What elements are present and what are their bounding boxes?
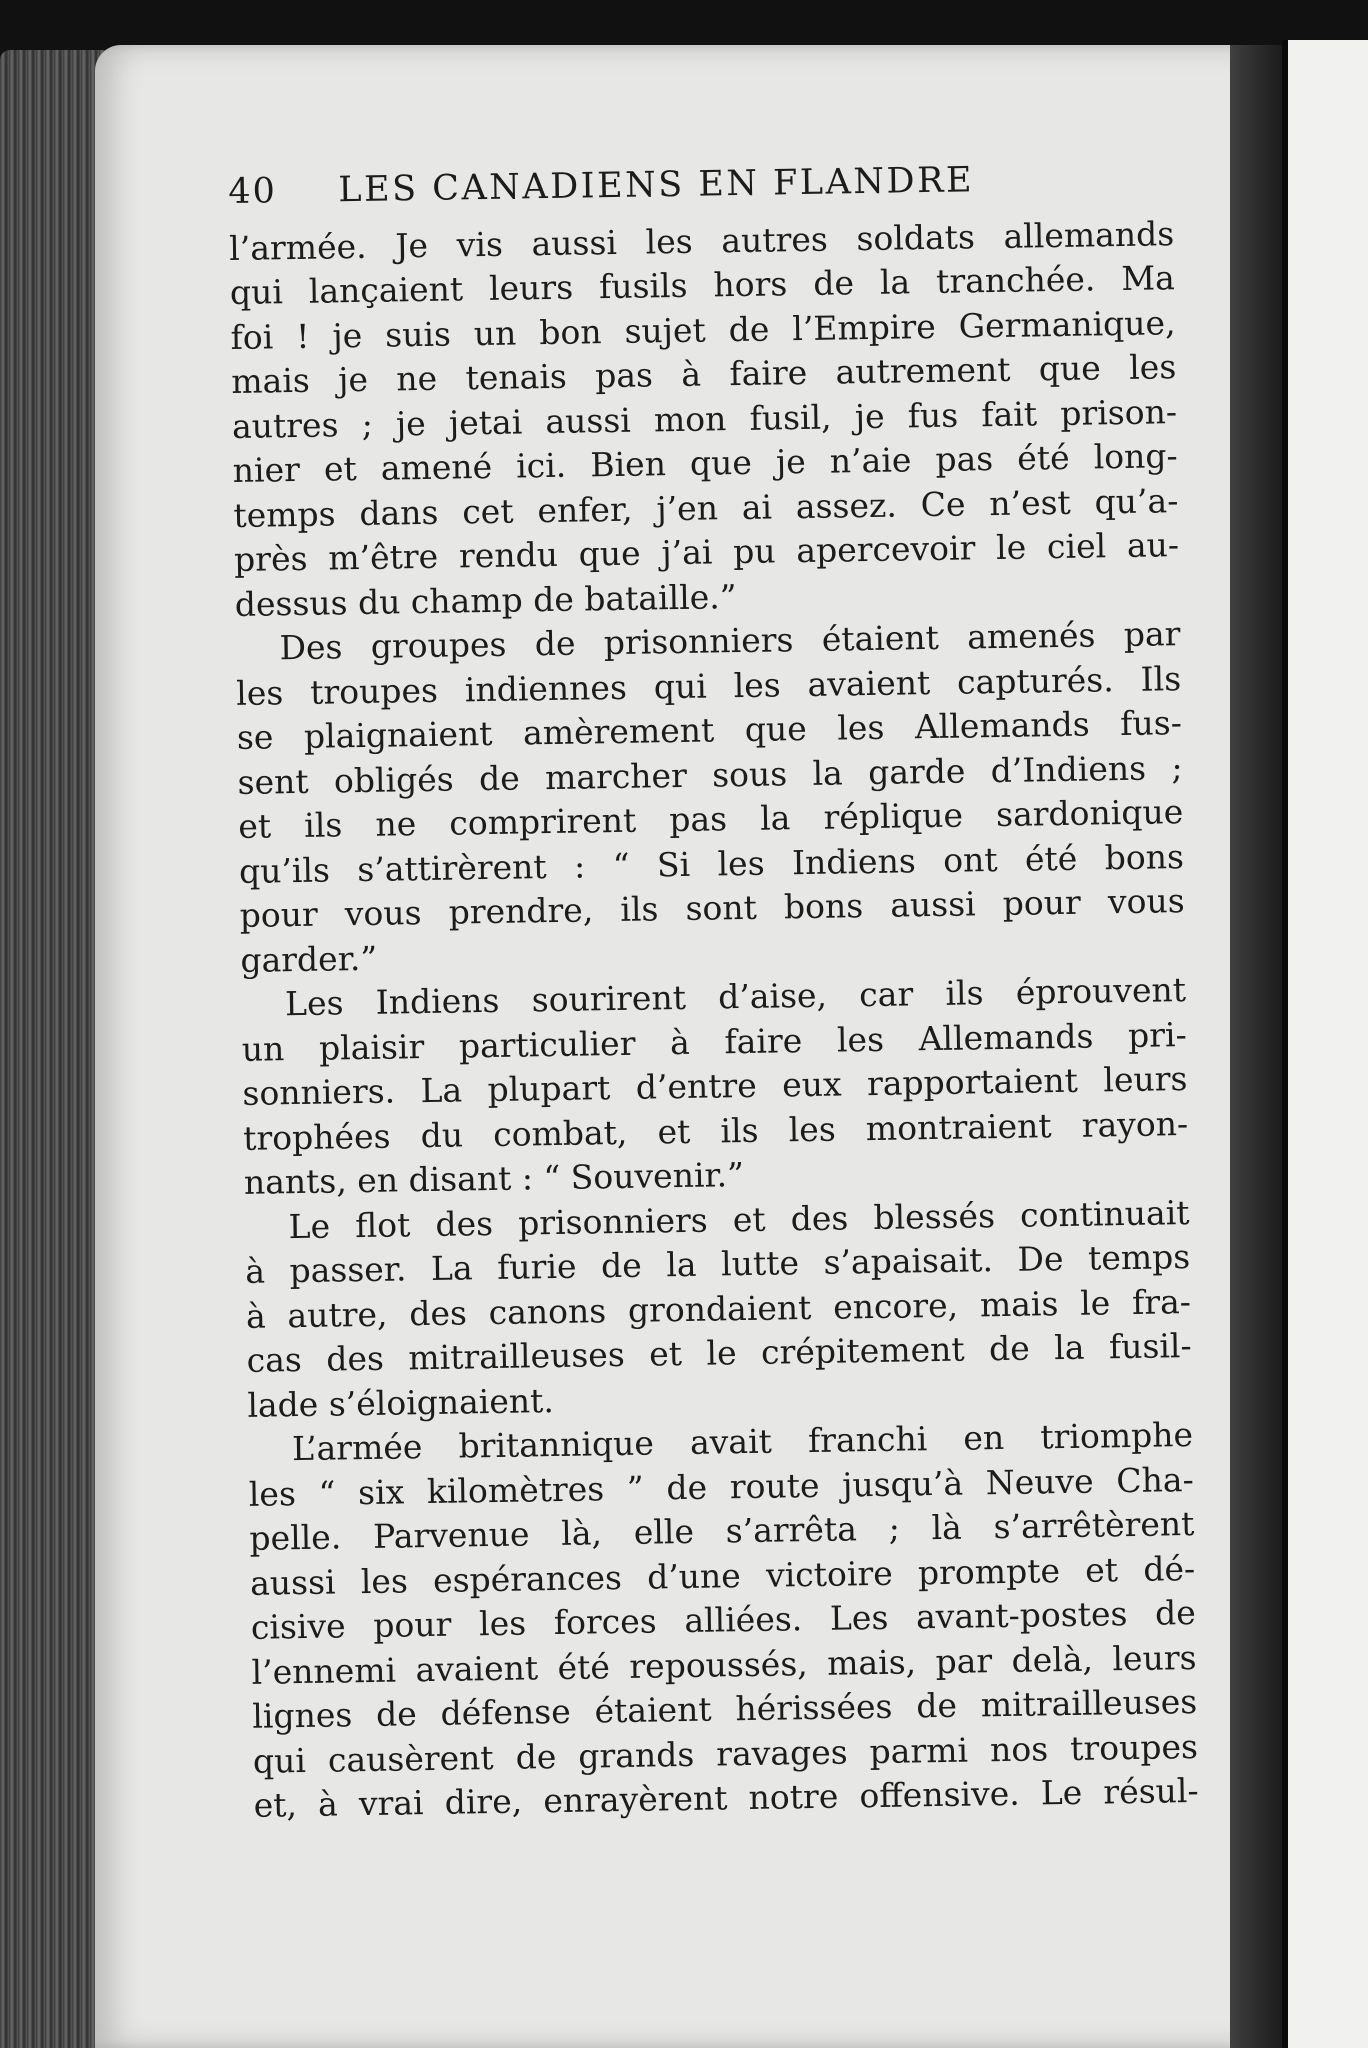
text-line: foi ! je suis un bon sujet de l’Empire Germanique,: [230, 302, 1176, 357]
adjacent-page: [1282, 40, 1368, 2048]
page-number: 40: [228, 171, 278, 212]
text-line: lignes de défense étaient hérissées de mitrailleuses: [251, 1681, 1198, 1736]
text-line: et, à vrai dire, enrayèrent notre offensive. Le résul-: [253, 1770, 1199, 1825]
text-line: aussi les espérances d’une victoire prompte et dé-: [249, 1548, 1196, 1603]
text-line: un plaisir particulier à faire les Allemands pri-: [241, 1014, 1187, 1069]
text-line: lade s’éloignaient.: [247, 1380, 555, 1425]
text-line: à autre, des canons grondaient encore, mais le fra-: [245, 1281, 1192, 1336]
text-line: cisive pour les forces alliées. Les avant-postes de: [250, 1592, 1197, 1647]
book-gutter: [1230, 45, 1282, 2048]
text-line: sent obligés de marcher sous la garde d’Indiens ;: [237, 747, 1183, 802]
text-line: se plaignaient amèrement que les Allemands fus-: [236, 703, 1183, 757]
text-line: Des groupes de prisonniers étaient amenés par: [279, 614, 1181, 668]
text-line: mais je ne tenais pas à faire autrement que les: [231, 347, 1177, 401]
text-line: dessus du champ de bataille.”: [234, 576, 737, 624]
text-line: L’armée britannique avait franchi en triomphe: [291, 1415, 1194, 1469]
text-line: Les Indiens sourirent d’aise, car ils éprouvent: [284, 970, 1187, 1024]
text-line: temps dans cet enfer, j’en ai assez. Ce n’est qu’a-: [233, 480, 1179, 535]
page-text: [228, 155, 1199, 1828]
text-line: et ils ne comprirent pas la réplique sardonique: [238, 792, 1184, 846]
text-line: qui causèrent de grands ravages parmi nos troupes: [252, 1726, 1199, 1781]
text-line: garder.”: [240, 938, 378, 980]
text-line: nants, en disant : “ Souvenir.”: [243, 1155, 745, 1202]
text-line: pelle. Parvenue là, elle s’arrêta ; là s’arrêtèrent: [249, 1503, 1195, 1558]
text-line: l’armée. Je vis aussi les autres soldats allemands: [228, 213, 1175, 268]
text-line: pour vous prendre, ils sont bons aussi pour vous: [239, 881, 1185, 935]
text-line: les “ six kilomètres ” de route jusqu’à Neuve Cha-: [248, 1459, 1194, 1514]
text-line: sonniers. La plupart d’entre eux rapportaient leurs: [242, 1059, 1188, 1113]
text-line: nier et amené ici. Bien que je n’aie pas été long-: [232, 436, 1178, 490]
text-line: cas des mitrailleuses et le crépitement de la fusil-: [246, 1326, 1192, 1380]
text-line: près m’être rendu que j’ai pu apercevoir le ciel au-: [233, 525, 1180, 579]
text-line: à passer. La furie de la lutte s’apaisait. De temps: [244, 1237, 1191, 1291]
text-line: trophées du combat, et ils les montraient rayon-: [242, 1103, 1189, 1158]
text-line: les troupes indiennes qui les avaient capturés. Ils: [235, 658, 1182, 713]
text-line: qu’ils s’attirèrent : “ Si les Indiens ont été bons: [238, 836, 1185, 891]
text-line: l’ennemi avaient été repoussés, mais, par delà, leurs: [251, 1637, 1197, 1692]
text-line: autres ; je jetai aussi mon fusil, je fus fait prison-: [231, 391, 1178, 446]
text-line: qui lançaient leurs fusils hors de la tranchée. Ma: [229, 258, 1176, 312]
text-line: Le flot des prisonniers et des blessés continuait: [288, 1192, 1190, 1246]
running-title: LES CANADIENS EN FLANDRE: [338, 160, 975, 211]
